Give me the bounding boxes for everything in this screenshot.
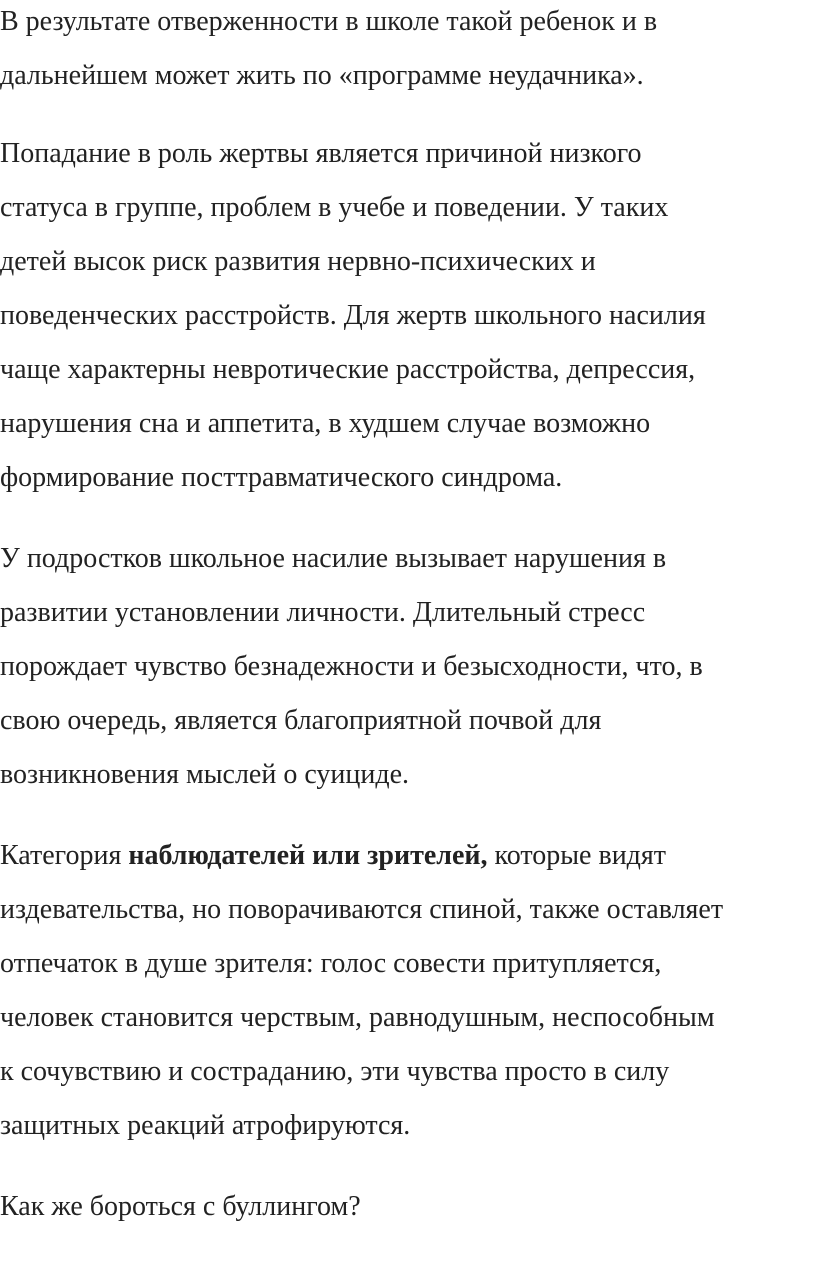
text-line-with-bold — [0, 829, 723, 883]
paragraph-3 — [0, 532, 703, 802]
paragraph-5 — [0, 1180, 361, 1234]
text-line: Попадание в роль жертвы является причиной низкого — [0, 138, 642, 169]
text-line: защитных реакций атрофируются. — [0, 1110, 411, 1141]
text-line: У подростков школьное насилие вызывает нарушения в — [0, 543, 667, 574]
text-line: к сочувствию и состраданию, эти чувства просто в силу — [0, 1056, 670, 1087]
text-line: человек становится черствым, равнодушным, неспособным — [0, 1002, 715, 1033]
text-line: статуса в группе, проблем в учебе и поведении. У таких — [0, 192, 669, 223]
text-line: Как же бороться с буллингом? — [0, 1191, 361, 1222]
text-line: возникновения мыслей о суициде. — [0, 759, 410, 790]
text-line: развитии установлении личности. Длительный стресс — [0, 597, 646, 628]
text-line: формирование посттравматического синдрома. — [0, 462, 563, 493]
paragraph-1 — [0, 0, 657, 103]
text-line: поведенческих расстройств. Для жертв школьного насилия — [0, 300, 706, 331]
text-segment: которые видят — [487, 840, 667, 871]
paragraph-4 — [0, 829, 723, 1153]
text-line: отпечаток в душе зрителя: голос совести притупляется, — [0, 948, 662, 979]
text-line: свою очередь, является благоприятной почвой для — [0, 705, 602, 736]
text-line: издевательства, но поворачиваются спиной, также оставляет — [0, 894, 724, 925]
text-line: чаще характерны невротические расстройства, депрессия, — [0, 354, 696, 385]
text-line: порождает чувство безнадежности и безысходности, что, в — [0, 651, 703, 682]
bold-term: наблюдателей или зрителей, — [128, 840, 488, 871]
text-segment: Категория — [0, 840, 129, 871]
text-line: детей высок риск развития нервно-психических и — [0, 246, 596, 277]
paragraph-2 — [0, 127, 706, 505]
text-line: нарушения сна и аппетита, в худшем случае возможно — [0, 408, 651, 439]
text-line: дальнейшем может жить по «программе неудачника». — [0, 60, 644, 91]
text-line: В результате отверженности в школе такой ребенок и в — [0, 6, 658, 37]
